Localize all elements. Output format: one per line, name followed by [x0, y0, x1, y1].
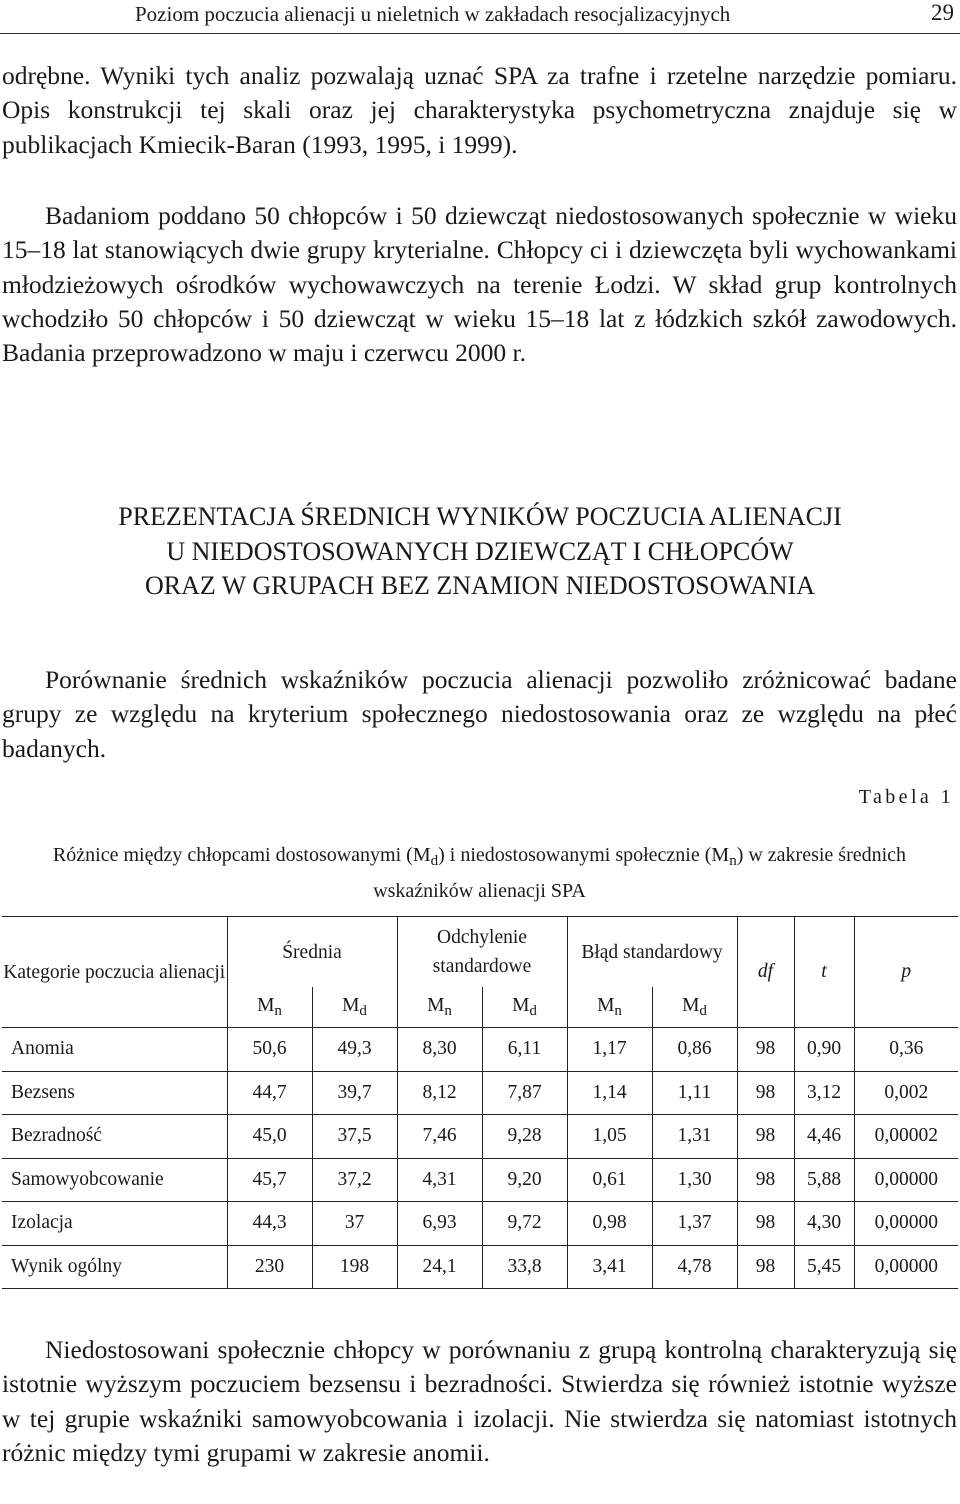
cell-se-n: 1,14 — [567, 1071, 652, 1115]
cell-se-n: 1,17 — [567, 1028, 652, 1072]
cell-mean-n: 50,6 — [227, 1028, 312, 1072]
cell-mean-d: 49,3 — [312, 1028, 397, 1072]
cell-t: 0,90 — [794, 1028, 854, 1072]
cell-mean-d: 198 — [312, 1245, 397, 1289]
header-se: Błąd standardowy — [567, 917, 737, 988]
cell-se-n: 0,61 — [567, 1158, 652, 1202]
cell-df: 98 — [737, 1071, 794, 1115]
cell-se-d: 1,11 — [652, 1071, 737, 1115]
cell-mean-n: 45,0 — [227, 1115, 312, 1159]
header-category: Kategorie poczucia alienacji — [2, 917, 227, 1028]
table-label: Tabela 1 — [858, 786, 954, 808]
row-category: Bezradność — [2, 1115, 227, 1159]
subheader-mean-n: $M_n$ — [227, 987, 312, 1028]
cell-df: 98 — [737, 1028, 794, 1072]
cell-t: 4,30 — [794, 1202, 854, 1246]
header-df: df — [737, 917, 794, 1028]
cell-se-d: 0,86 — [652, 1028, 737, 1072]
paragraph-conclusion: Niedostosowani społecznie chłopcy w porównaniu z grupą kontrolną charakteryzują się istotnie wyższym poczuciem bezsensu i bezradności. Stwierdza się również istotnie wyższe w tej grupie wskaźniki samowyobcowania i izolacji. Nie stwierdza się natomiast istotnych różnic między tymi grupami w zakresie anomii. — [2, 1335, 957, 1467]
cell-sd-d: 9,28 — [482, 1115, 567, 1159]
cell-t: 5,45 — [794, 1245, 854, 1289]
subheader-se-d: $M_d$ — [652, 987, 737, 1028]
row-category: Wynik ogólny — [2, 1245, 227, 1289]
row-category: Bezsens — [2, 1071, 227, 1115]
cell-se-d: 4,78 — [652, 1245, 737, 1289]
cell-mean-d: 37 — [312, 1202, 397, 1246]
header-rule — [0, 33, 960, 34]
running-title: Poziom poczucia alienacji u nieletnich w zakładach resocjalizacyjnych — [135, 2, 731, 26]
cell-p: 0,00000 — [854, 1158, 958, 1202]
cell-sd-d: 7,87 — [482, 1071, 567, 1115]
section-title — [0, 500, 960, 604]
subheader-se-n: $M_n$ — [567, 987, 652, 1028]
cell-se-d: 1,30 — [652, 1158, 737, 1202]
cell-se-n: 3,41 — [567, 1245, 652, 1289]
header-mean: Średnia — [227, 917, 397, 988]
table-caption: Różnice między chłopcami dostosowanymi $(M_d)$ i niedostosowanymi społecznie $(M_n)$ w zakresie średnich wskaźników alienacji SPA — [52, 844, 907, 902]
table-header-row — [2, 917, 958, 988]
cell-se-n: 1,05 — [567, 1115, 652, 1159]
cell-se-d: 1,37 — [652, 1202, 737, 1246]
cell-mean-n: 230 — [227, 1245, 312, 1289]
table-row — [2, 1202, 958, 1246]
results-table — [2, 916, 958, 1289]
header-p: p — [854, 917, 958, 1028]
cell-sd-d: 6,11 — [482, 1028, 567, 1072]
paragraph-sample: Badaniom poddano 50 chłopców i 50 dziewcząt niedostosowanych społecznie w wieku 15–18 lat stanowiących dwie grupy kryterialne. Chłopcy ci i dziewczęta byli wychowankami młodzieżowych ośrodków wychowawczych na terenie Łodzi. W skład grup kontrolnych wchodziło 50 chłopców i 50 dziewcząt w wieku 15–18 lat z łódzkich szkół zawodowych. Badania przeprowadzono w maju i czerwcu 2000 r. — [2, 201, 957, 368]
paragraph-intro: odrębne. Wyniki tych analiz pozwalają uznać SPA za trafne i rzetelne narzędzie pomiaru. Opis konstrukcji tej skali oraz jej charakterystyka psychometryczna znajduje się w publikacjach Kmiecik-Baran (1993, 1995, i 1999). — [2, 61, 957, 159]
cell-sd-d: 9,20 — [482, 1158, 567, 1202]
table-row — [2, 1028, 958, 1072]
cell-p: 0,00002 — [854, 1115, 958, 1159]
cell-t: 4,46 — [794, 1115, 854, 1159]
table-row — [2, 1071, 958, 1115]
row-category: Izolacja — [2, 1202, 227, 1246]
cell-se-n: 0,98 — [567, 1202, 652, 1246]
section-title-line: PREZENTACJA ŚREDNICH WYNIKÓW POCZUCIA ALIENACJI — [118, 502, 842, 531]
subheader-sd-d: $M_d$ — [482, 987, 567, 1028]
cell-df: 98 — [737, 1202, 794, 1246]
cell-mean-n: 45,7 — [227, 1158, 312, 1202]
cell-df: 98 — [737, 1158, 794, 1202]
subheader-sd-n: $M_n$ — [397, 987, 482, 1028]
section-title-line: U NIEDOSTOSOWANYCH DZIEWCZĄT I CHŁOPCÓW — [166, 536, 794, 566]
cell-df: 98 — [737, 1115, 794, 1159]
page-header — [0, 0, 960, 36]
subheader-mean-d: $M_d$ — [312, 987, 397, 1028]
cell-se-d: 1,31 — [652, 1115, 737, 1159]
cell-sd-n: 8,12 — [397, 1071, 482, 1115]
cell-mean-n: 44,3 — [227, 1202, 312, 1246]
cell-t: 3,12 — [794, 1071, 854, 1115]
cell-mean-d: 39,7 — [312, 1071, 397, 1115]
cell-p: 0,002 — [854, 1071, 958, 1115]
table-row — [2, 1115, 958, 1159]
row-category: Anomia — [2, 1028, 227, 1072]
cell-p: 0,00000 — [854, 1245, 958, 1289]
paragraph-comparison: Porównanie średnich wskaźników poczucia alienacji pozwoliło zróżnicować badane grupy ze względu na kryterium społecznego niedostosowania oraz ze względu na płeć badanych. — [2, 665, 957, 763]
table-row — [2, 1158, 958, 1202]
cell-t: 5,88 — [794, 1158, 854, 1202]
cell-sd-n: 24,1 — [397, 1245, 482, 1289]
cell-mean-n: 44,7 — [227, 1071, 312, 1115]
cell-mean-d: 37,2 — [312, 1158, 397, 1202]
section-title-line: ORAZ W GRUPACH BEZ ZNAMION NIEDOSTOSOWANIA — [144, 571, 815, 600]
cell-sd-d: 33,8 — [482, 1245, 567, 1289]
cell-sd-d: 9,72 — [482, 1202, 567, 1246]
cell-sd-n: 8,30 — [397, 1028, 482, 1072]
cell-sd-n: 4,31 — [397, 1158, 482, 1202]
table-row — [2, 1245, 958, 1289]
cell-df: 98 — [737, 1245, 794, 1289]
cell-p: 0,00000 — [854, 1202, 958, 1246]
header-t: t — [794, 917, 854, 1028]
cell-mean-d: 37,5 — [312, 1115, 397, 1159]
cell-p: 0,36 — [854, 1028, 958, 1072]
page-number: 29 — [931, 0, 954, 25]
row-category: Samowyobcowanie — [2, 1158, 227, 1202]
cell-sd-n: 7,46 — [397, 1115, 482, 1159]
header-sd: Odchylenie standardowe — [397, 917, 567, 988]
cell-sd-n: 6,93 — [397, 1202, 482, 1246]
